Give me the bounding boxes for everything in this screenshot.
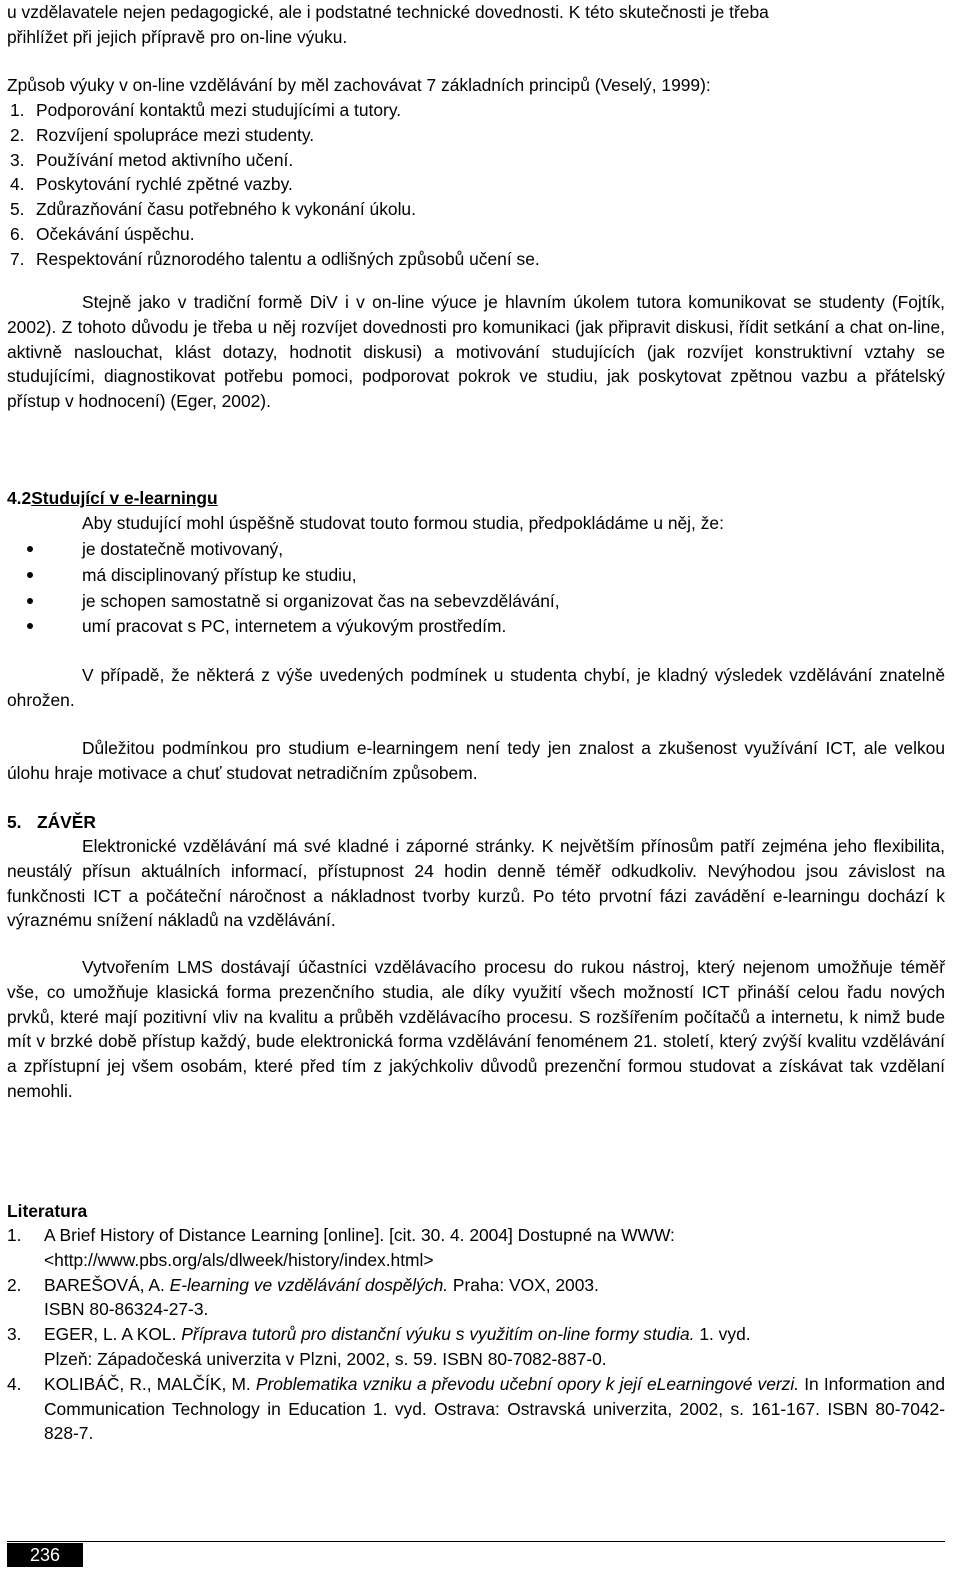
reference-edition: 1. vyd. xyxy=(694,1324,751,1345)
literature-list xyxy=(7,1223,945,1446)
list-item-number: 6. xyxy=(10,223,25,244)
list-item-text: Zdůrazňování času potřebného k vykonání úkolu. xyxy=(36,199,416,220)
list-item-text: Podporování kontaktů mezi studujícími a tutory. xyxy=(36,100,402,120)
reference-publisher: In Information and Communication Technology in Education 1. vyd. Ostrava: Ostravská univerzita, 2002, s. 161-167. ISBN 80-7042-828-7. xyxy=(44,1373,945,1444)
intro-paragraph xyxy=(7,0,945,50)
list-item xyxy=(10,172,948,197)
bullet-item xyxy=(7,589,945,614)
intro-line-1: u vzdělavatele nejen pedagogické, ale i podstatné technické dovednosti. K této skutečnosti je třeba xyxy=(7,2,769,22)
conclusion-paragraph-1: Elektronické vzdělávání má své kladné i záporné stránky. K největším přínosům patří zejména jeho flexibilita, neustálý přísun aktuálních informací, přístupnost 24 hodin denně téměř odkudkoliv. Nevýhodou jsou závislost na funkčnosti ICT a počáteční náročnost a nákladnost tvorby kurzů. Po této prvotní fázi zavádění e-learningu dochází k výraznému snížení nákladů na vzdělávání. xyxy=(7,836,945,931)
section-4-2-lead: Aby studující mohl úspěšně studovat touto formou studia, předpokládáme u něj, že: xyxy=(82,513,724,533)
bullet-item xyxy=(7,563,945,588)
bullet-icon xyxy=(7,537,82,562)
reference-authors: EGER, L. A KOL. xyxy=(44,1324,182,1345)
reference-number: 3. xyxy=(7,1324,22,1345)
reference-publisher: Praha: VOX, 2003. xyxy=(448,1274,599,1295)
bullet-text: je schopen samostatně si organizovat čas na sebevzdělávání, xyxy=(82,590,560,611)
list-item-text: Používání metod aktivního učení. xyxy=(36,149,294,170)
list-item-text: Poskytování rychlé zpětné vazby. xyxy=(36,174,293,195)
list-item-text: Očekávání úspěchu. xyxy=(36,223,195,244)
section-number: 4.2 xyxy=(7,488,32,508)
reference-url: <http://www.pbs.org/als/dlweek/history/index.html> xyxy=(44,1249,434,1270)
list-item xyxy=(10,222,948,247)
reference-title: Problematika vzniku a převodu učební opory k její eLearningové verzi. xyxy=(255,1373,800,1394)
section-heading-4-2 xyxy=(7,486,945,511)
bullet-list xyxy=(7,537,945,639)
reference-item xyxy=(7,1322,945,1372)
section-number: 5. xyxy=(7,812,22,832)
section-4-2-paragraph-1: V případě, že některá z výše uvedených podmínek u studenta chybí, je kladný výsledek vzdělávání znatelně ohrožen. xyxy=(7,665,945,710)
list-item xyxy=(10,197,948,222)
reference-publisher: Plzeň: Západočeská univerzita v Plzni, 2002, s. 59. ISBN 80-7082-887-0. xyxy=(44,1348,607,1369)
bullet-icon xyxy=(7,589,82,614)
reference-item xyxy=(7,1372,945,1446)
intro-line-2: přihlížet při jejich přípravě pro on-line výuku. xyxy=(7,26,348,47)
bullet-text: umí pracovat s PC, internetem a výukovým prostředím. xyxy=(82,616,507,637)
tutor-paragraph: Stejně jako v tradiční formě DiV i v on-line výuce je hlavním úkolem tutora komunikovat se studenty (Fojtík, 2002). Z tohoto důvodu je třeba u něj rozvíjet dovednosti pro komunikaci (jak připravit diskusi, řídit setkání a chat on-line, aktivně naslouchat, klást dotazy, hodnotit diskusi) a motivování studujících (jak rozvíjet konstruktivní vztahy se studujícími, diagnostikovat potřebu pomoci, podporovat pokrok ve studiu, jak poskytovat zpětnou vazbu a přátelský přístup v hodnocení) (Eger, 2002). xyxy=(7,292,945,412)
reference-text xyxy=(44,1273,945,1323)
reference-text xyxy=(44,1223,945,1273)
list-item xyxy=(10,123,948,148)
list-item-text: Respektování různorodého talentu a odlišných způsobů učení se. xyxy=(36,248,540,269)
section-title: ZÁVĚR xyxy=(37,812,96,832)
principles-lead: Způsob výuky v on-line vzdělávání by měl zachovávat 7 základních principů (Veselý, 1999): xyxy=(7,75,711,95)
reference-number: 2. xyxy=(7,1274,22,1295)
reference-text xyxy=(44,1322,945,1372)
list-item-number: 7. xyxy=(10,248,25,269)
reference-title: Příprava tutorů pro distanční výuku s využitím on-line formy studia. xyxy=(181,1324,695,1345)
conclusion-paragraph-2: Vytvořením LMS dostávají účastníci vzdělávacího procesu do rukou nástroj, který nejenom umožňuje téměř vše, co umožňuje klasická forma prezenčního studia, ale díky využití všech možností ICT přináší celou řadu nových prvků, které mají pozitivní vliv na kvalitu a průběh vzdělávacího procesu. S rozšířením počítačů a internetu, k nimž bude mít v brzké době přístup každý, bude elektronická forma vzdělávání fenoménem 21. století, který zvýší kvalitu vzdělávání a zpřístupní jej všem osobám, které před tím z jakýchkoliv důvodů prezenční formou studovat a získávat tak vzdělaní nemohli. xyxy=(7,957,945,1101)
bullet-item xyxy=(7,614,945,639)
list-item-text: Rozvíjení spolupráce mezi studenty. xyxy=(36,124,315,145)
list-item xyxy=(10,98,948,123)
reference-title: E-learning ve vzdělávání dospělých. xyxy=(169,1274,449,1295)
section-heading-5 xyxy=(7,810,945,835)
reference-number: 1. xyxy=(7,1225,22,1245)
list-item-number: 5. xyxy=(10,199,25,220)
reference-item xyxy=(7,1223,945,1273)
list-item-number: 2. xyxy=(10,124,25,145)
bullet-item xyxy=(7,537,945,562)
list-item xyxy=(10,148,948,173)
reference-text xyxy=(44,1372,945,1446)
page-number: 236 xyxy=(7,1543,83,1567)
list-item-number: 4. xyxy=(10,174,25,195)
list-item-number: 3. xyxy=(10,149,25,170)
reference-text-main: A Brief History of Distance Learning [online]. [cit. 30. 4. 2004] Dostupné na WWW: xyxy=(44,1225,675,1245)
bullet-icon xyxy=(7,563,82,588)
reference-number: 4. xyxy=(7,1373,22,1394)
section-title: Studující v e-learningu xyxy=(31,488,218,508)
literature-heading: Literatura xyxy=(7,1201,88,1221)
bullet-text: je dostatečně motivovaný, xyxy=(82,539,284,559)
footer-rule xyxy=(7,1541,945,1542)
reference-authors: BAREŠOVÁ, A. xyxy=(44,1274,170,1295)
list-item xyxy=(10,247,948,272)
principles-list xyxy=(10,98,948,272)
section-4-2-paragraph-2: Důležitou podmínkou pro studium e-learningem není tedy jen znalost a zkušenost využívání ICT, ale velkou úlohu hraje motivace a chuť studovat netradičním způsobem. xyxy=(7,738,945,783)
bullet-text: má disciplinovaný přístup ke studiu, xyxy=(82,564,357,585)
reference-authors: KOLIBÁČ, R., MALČÍK, M. xyxy=(44,1373,256,1394)
reference-item xyxy=(7,1273,945,1323)
list-item-number: 1. xyxy=(10,100,25,120)
bullet-icon xyxy=(7,614,82,639)
reference-isbn: ISBN 80-86324-27-3. xyxy=(44,1299,209,1320)
